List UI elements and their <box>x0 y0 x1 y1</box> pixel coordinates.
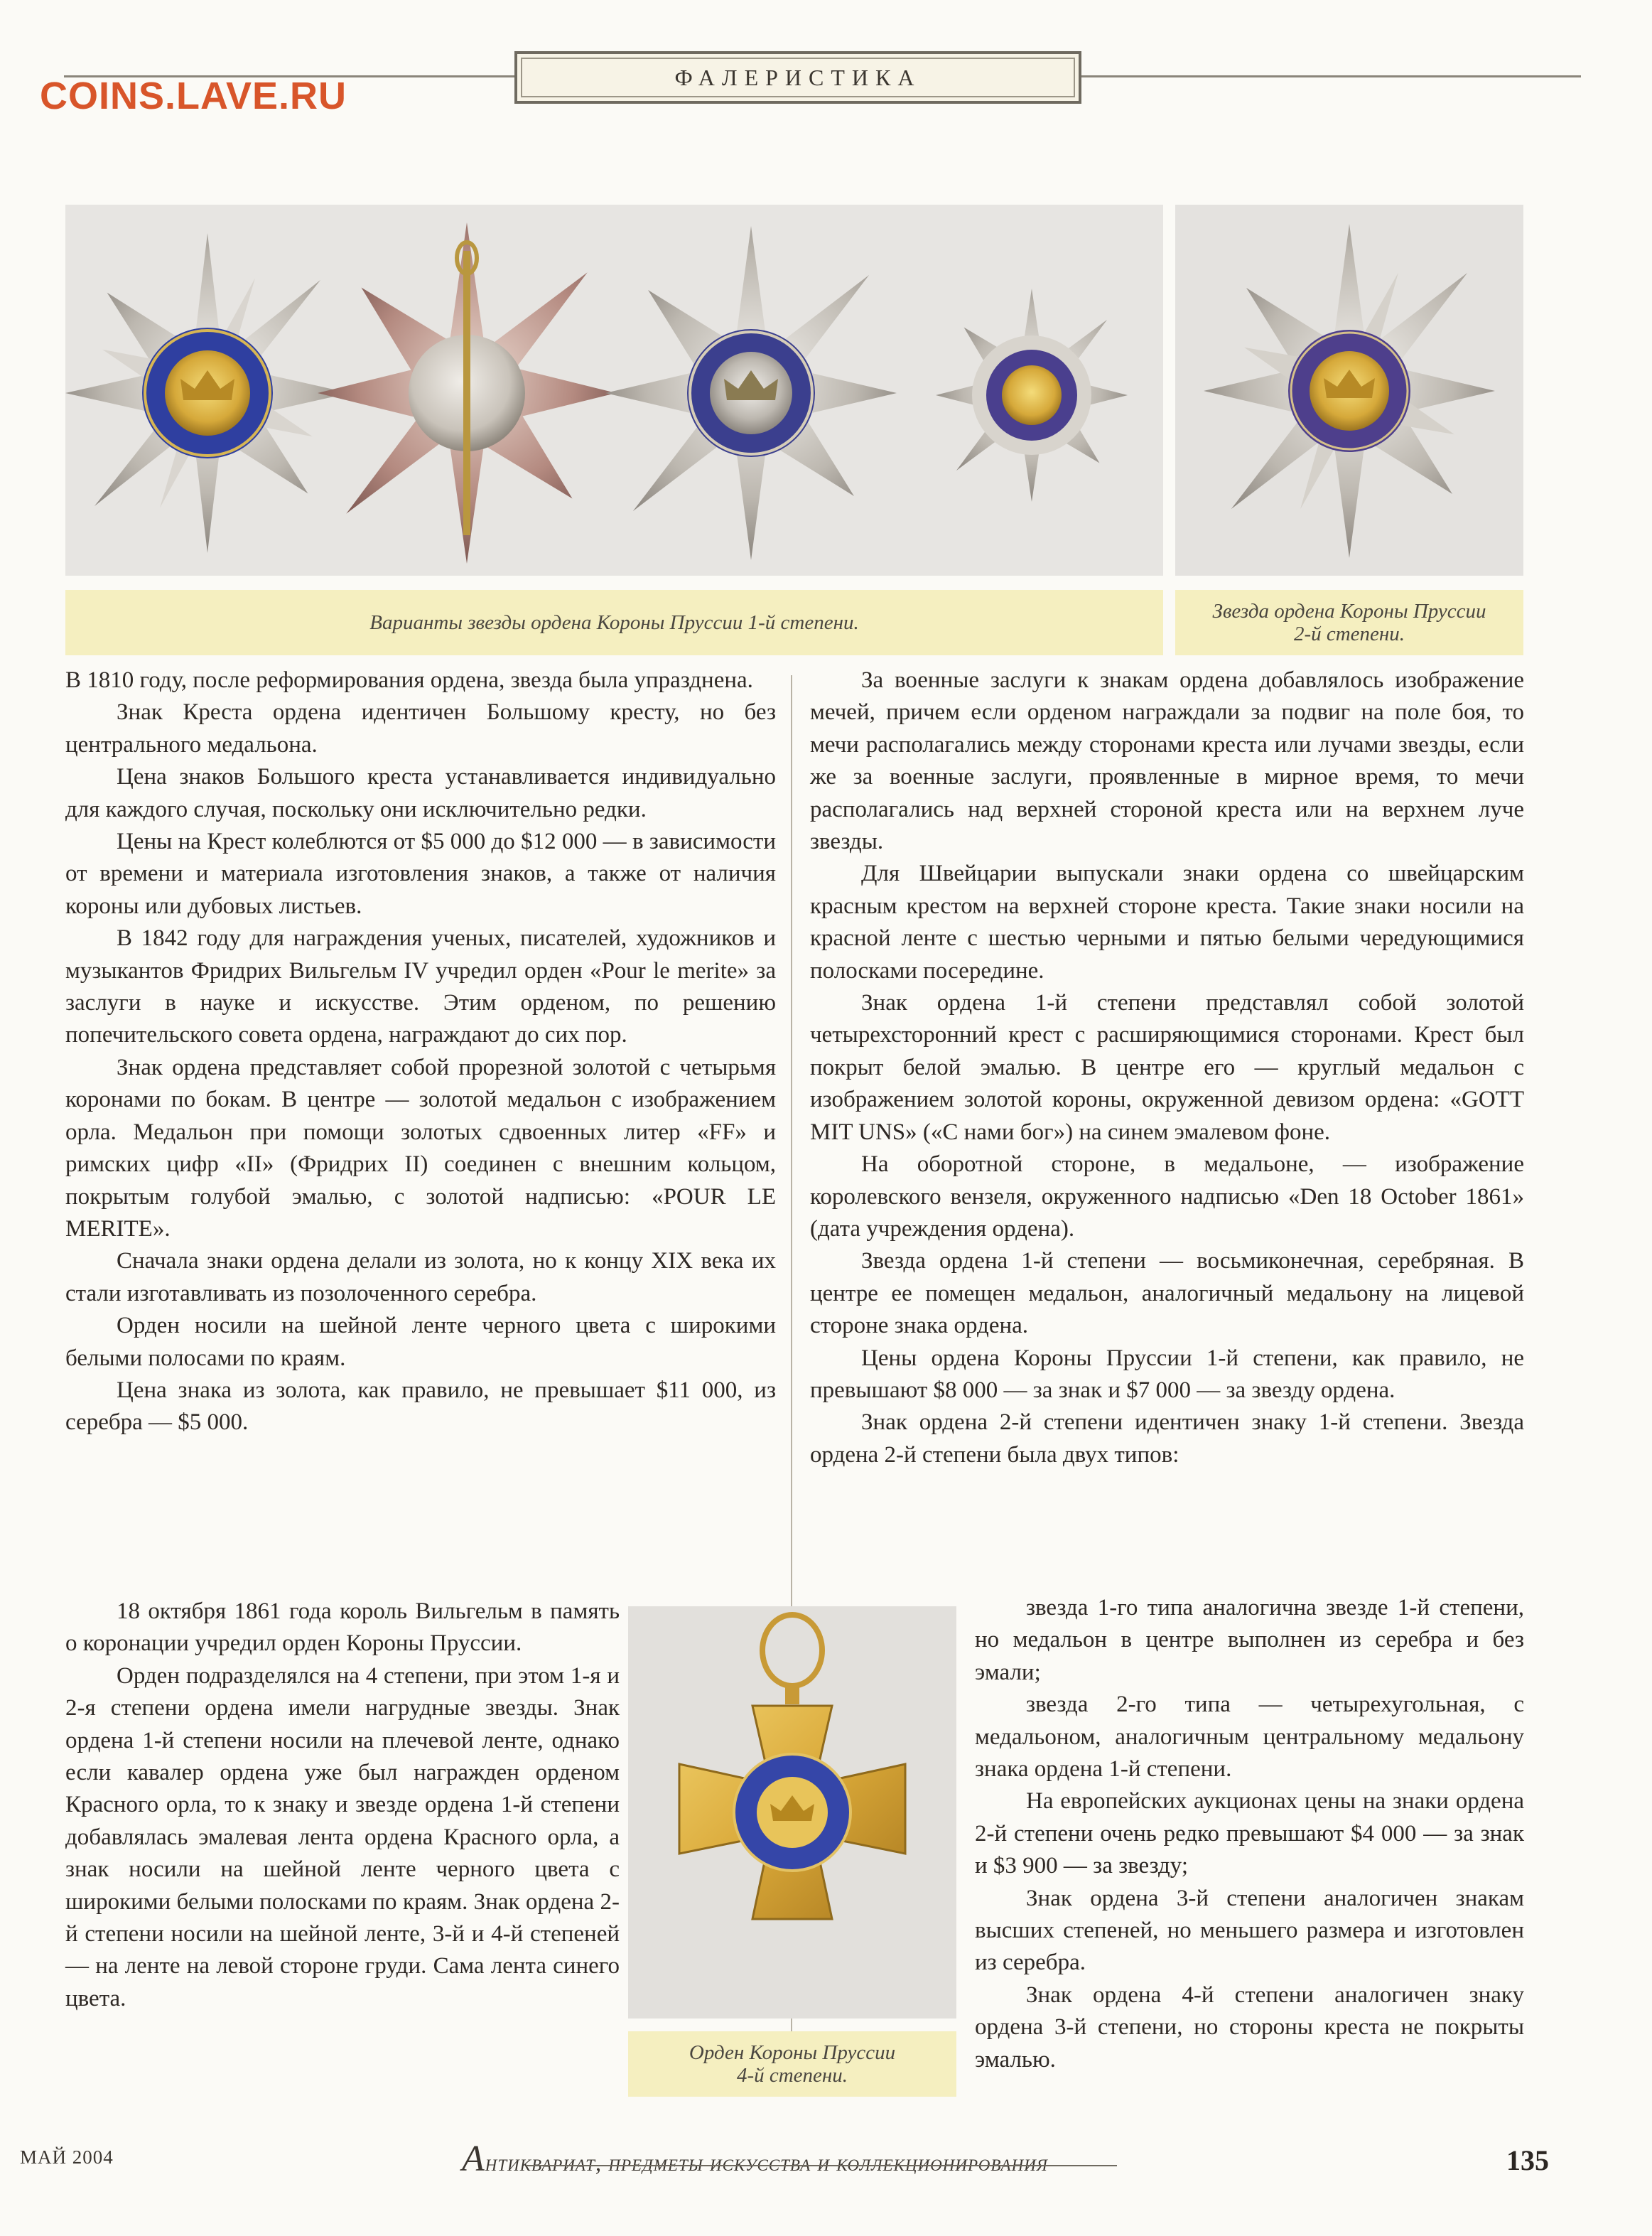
right-paragraph: Звезда ордена 1-й степени — восьмиконечная, серебряная. В центре ее помещен медальон, аналогичный медальону на лицевой стороне знака ордена. <box>810 1248 1524 1339</box>
photo-cross-4th-class <box>628 1606 956 2019</box>
cross-illustration <box>628 1606 956 2019</box>
footer-magazine-rest: нтиквариат, предметы искусства и коллекционирования <box>485 2151 1048 2176</box>
right-paragraph: Знак ордена 1-й степени представлял собой золотой четырехсторонний крест с расширяющимися сторонами. Крест был покрыт белой эмалью. В центре его — круглый медальон с изображением золотой короны, окруженной девизом ордена: «GOTT MIT UNS» («С нами бог») на синем эмалевом фоне. <box>810 990 1524 1145</box>
footer-rule <box>526 2165 1117 2166</box>
photo-star-2nd-class <box>1175 205 1523 576</box>
footer-magazine-title <box>462 2138 1048 2180</box>
left-paragraph: Орден носили на шейной ленте черного цвета с широкими белыми полосами по краям. <box>65 1313 776 1371</box>
caption-cross-line1: Орден Короны Пруссии <box>689 2041 896 2064</box>
right-column <box>810 665 1524 1471</box>
section-rubric <box>514 51 1081 104</box>
star-variants-illustration <box>65 205 1163 576</box>
footer-issue: МАЙ 2004 <box>20 2146 114 2168</box>
left-column-narrow <box>65 1596 620 2015</box>
caption-cross-line2: 4-й степени. <box>736 2064 848 2087</box>
right-paragraph: Для Швейцарии выпускали знаки ордена со швейцарским красным крестом на верхней стороне креста. Такие знаки носили на красной ленте с шестью черными и пятью белыми чередующимися полосками посередине. <box>810 861 1524 984</box>
caption-star-variants-text: Варианты звезды ордена Короны Пруссии 1-й степени. <box>369 611 859 634</box>
right-paragraph: звезда 1-го типа аналогична звезде 1-й степени, но медальон в центре выполнен из серебра и без эмали; <box>975 1595 1524 1685</box>
right-paragraph: Знак ордена 4-й степени аналогичен знаку ордена 3-й степени, но стороны креста не покрыты эмалью. <box>975 1982 1524 2073</box>
caption-star-2nd-class-line1: Звезда ордена Короны Пруссии <box>1212 600 1486 623</box>
left-paragraph: В 1810 году, после реформирования ордена, звезда была упразднена. <box>65 667 753 693</box>
left-paragraph: Знак Креста ордена идентичен Большому кресту, но без центрального медальона. <box>65 699 776 758</box>
left-column <box>65 665 776 1439</box>
section-rubric-label: ФАЛЕРИСТИКА <box>674 64 922 90</box>
star-2nd-class-illustration <box>1175 205 1523 576</box>
left-paragraph: Сначала знаки ордена делали из золота, но к концу XIX века их стали изготавливать из позолоченного серебра. <box>65 1248 776 1306</box>
right-paragraph: Цены ордена Короны Пруссии 1-й степени, как правило, не превышают $8 000 — за знак и $7 000 — за звезду ордена. <box>810 1345 1524 1403</box>
left-paragraph: 18 октября 1861 года король Вильгельм в память о коронации учредил орден Короны Пруссии. <box>65 1598 620 1657</box>
right-paragraph: На оборотной стороне, в медальоне, — изображение королевского вензеля, окруженного надписью «Den 18 October 1861» (дата учреждения ордена). <box>810 1151 1524 1242</box>
left-paragraph: Цены на Крест колеблются от $5 000 до $12 000 — в зависимости от времени и материала изготовления знаков, а также от наличия короны или дубовых листьев. <box>65 829 776 919</box>
left-paragraph: В 1842 году для награждения ученых, писателей, художников и музыкантов Фридрих Вильгельм IV учредил орден «Pour le merite» за заслуги в науке и искусстве. Этим орденом, по решению попечительского совета ордена, награждают до сих пор. <box>65 925 776 1048</box>
page-number: 135 <box>1506 2144 1549 2176</box>
left-paragraph: Цена знаков Большого креста устанавливается индивидуально для каждого случая, поскольку они исключительно редки. <box>65 764 776 822</box>
caption-star-2nd-class-line2: 2-й степени. <box>1293 623 1405 645</box>
watermark: COINS.LAVE.RU <box>40 75 347 117</box>
caption-star-variants <box>65 590 1163 655</box>
left-paragraph: Цена знака из золота, как правило, не превышает $11 000, из серебра — $5 000. <box>65 1377 776 1436</box>
footer-magazine-initial: А <box>462 2139 485 2179</box>
right-paragraph: Знак ордена 2-й степени идентичен знаку 1-й степени. Звезда ордена 2-й степени была двух типов: <box>810 1409 1524 1468</box>
photo-star-variants <box>65 205 1163 576</box>
left-paragraph: Знак ордена представляет собой прорезной золотой с четырьмя коронами по бокам. В центре — золотой медальон с изображением орла. Медальон при помощи золотых сдвоенных литер «FF» и римских цифр «II» (Фридрих II) соединен с внешним кольцом, покрытым голубой эмалью, с золотой надписью: «POUR LE MERITE». <box>65 1054 776 1242</box>
right-paragraph: Знак ордена 3-й степени аналогичен знакам высших степеней, но меньшего размера и изготовлен из серебра. <box>975 1885 1524 1976</box>
right-column-narrow <box>975 1592 1524 2076</box>
right-paragraph: На европейских аукционах цены на знаки ордена 2-й степени очень редко превышают $4 000 — за знак и $3 900 — за звезду; <box>975 1788 1524 1879</box>
left-paragraph: Орден подразделялся на 4 степени, при этом 1-я и 2-я степени ордена имели нагрудные звезды. Знак ордена 1-й степени носили на плечевой ленте, однако если кавалер ордена уже был награжден орденом Красного орла, то к знаку и звезде ордена 1-й степени добавлялась эмалевая лента ордена Красного орла, а знак носили на шейной ленте черного цвета с широкими белыми полосками по краям. Знак ордена 2-й степени носили на шейной ленте, 3-й и 4-й степеней — на ленте на левой стороне груди. Сама лента синего цвета. <box>65 1662 620 2011</box>
right-paragraph: звезда 2-го типа — четырехугольная, с медальоном, аналогичным центральному медальону знака ордена 1-й степени. <box>975 1692 1524 1783</box>
caption-star-2nd-class <box>1175 590 1523 655</box>
star-4 <box>888 252 1163 538</box>
right-paragraph: За военные заслуги к знакам ордена добавлялось изображение мечей, причем если орденом награждали за подвиг на поле боя, то мечи располагались между сторонами креста или лучами звезды, если же за военные заслуги, проявленные в мирное время, то мечи располагались над верхней стороной креста или на верхнем луче звезды. <box>810 667 1524 855</box>
caption-cross-4th-class <box>628 2031 956 2097</box>
